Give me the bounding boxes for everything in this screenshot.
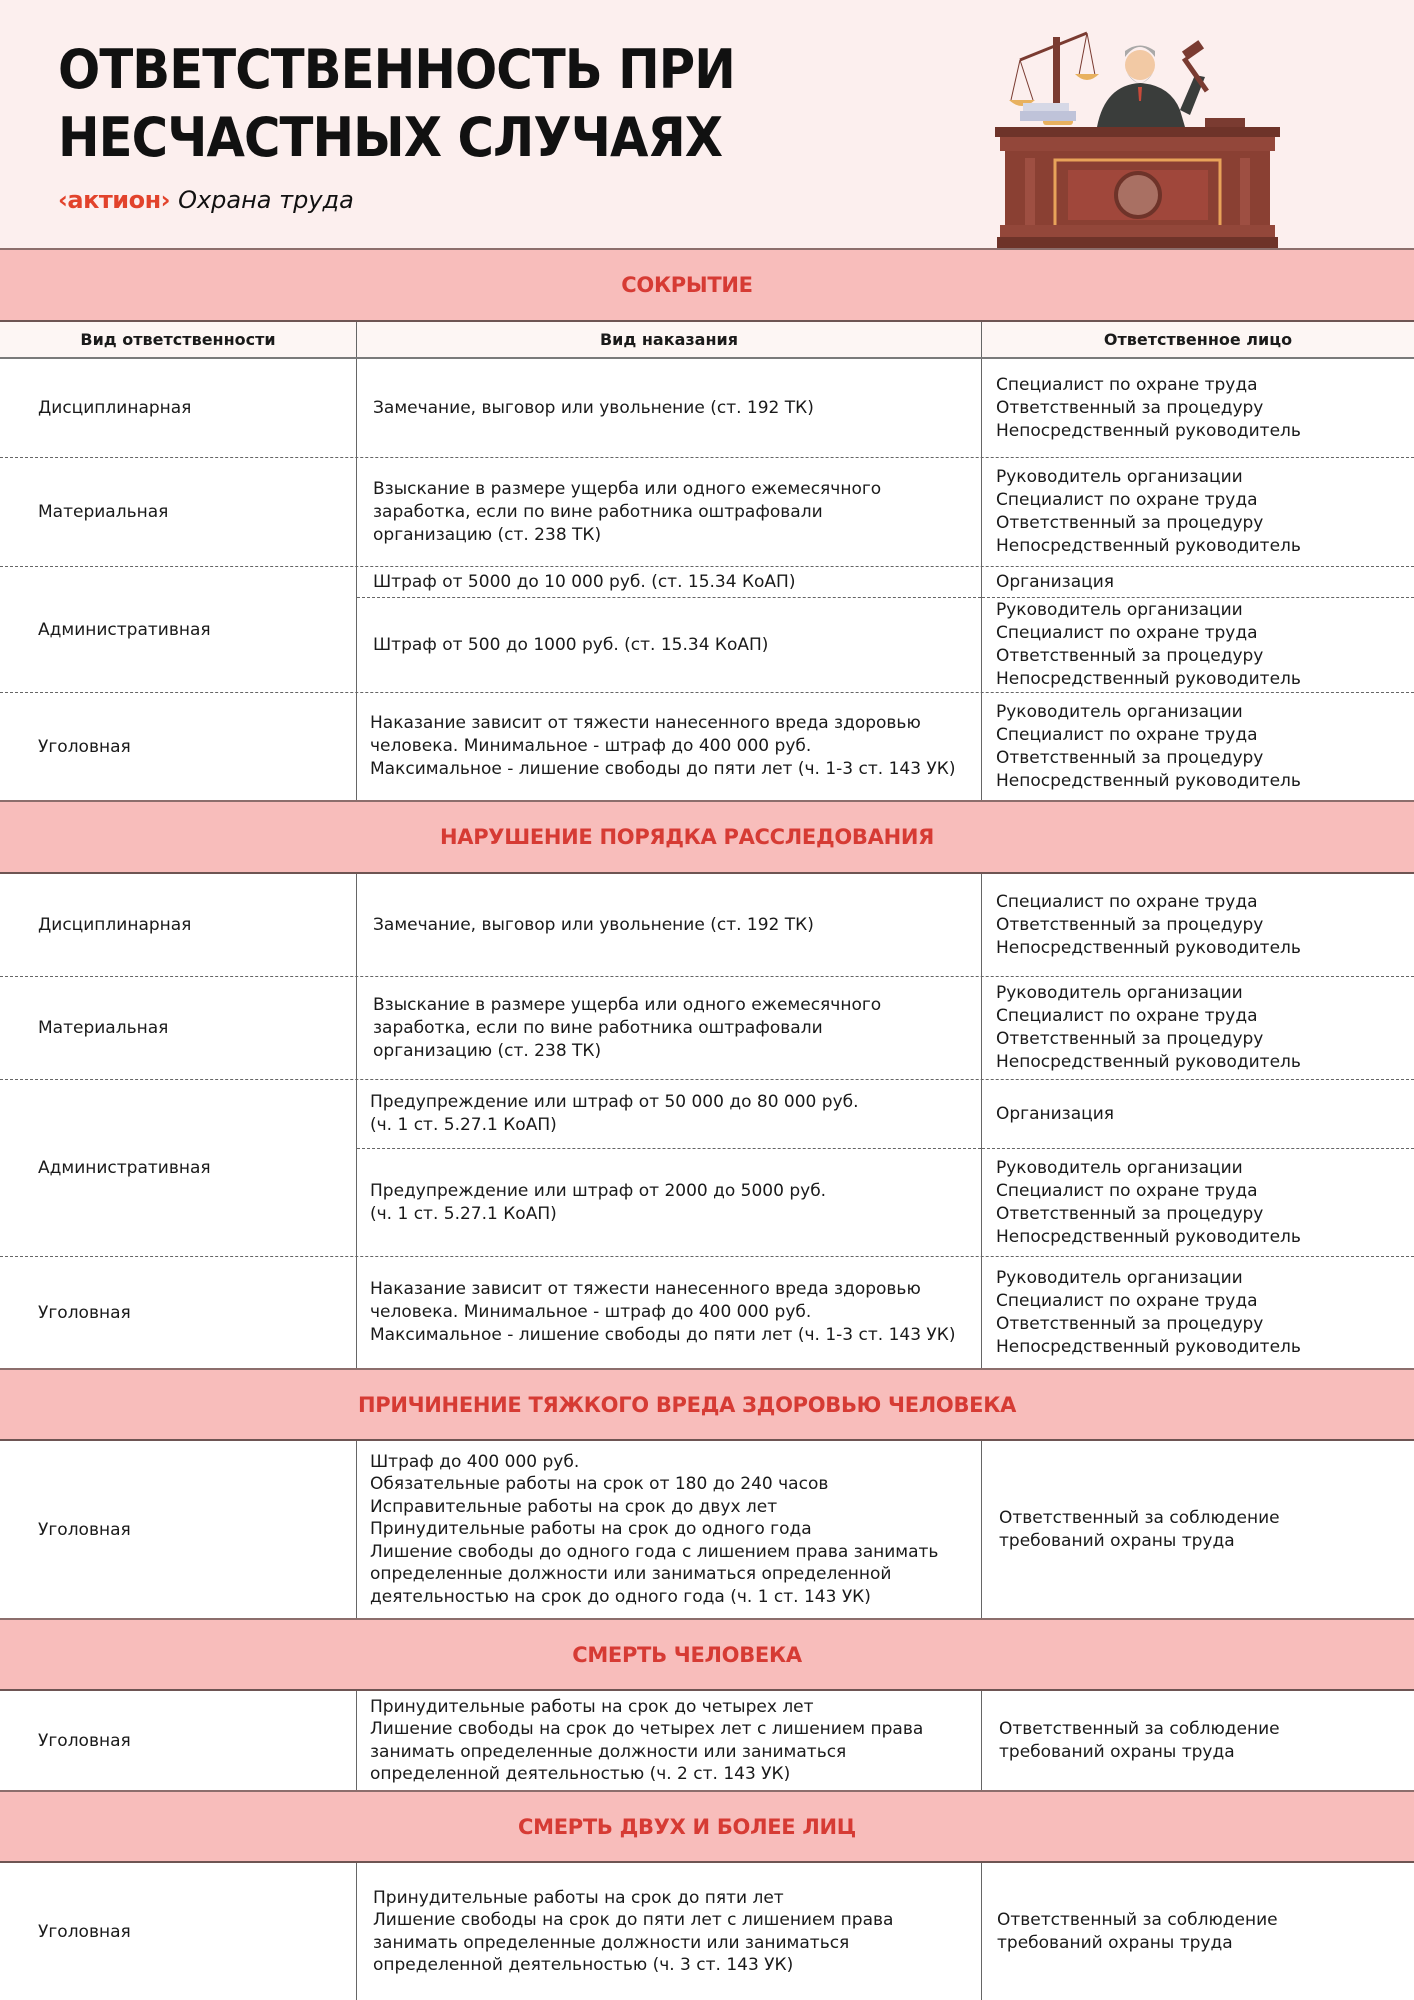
punishment-line: Взыскание в размере ущерба или одного ежемесячного [373,994,882,1015]
person: Ответственный за процедуру [996,1029,1264,1049]
responsible-persons [982,458,1414,566]
liability-type: Уголовная [0,1691,357,1790]
liability-type: Дисциплинарная [0,359,357,457]
section-band-serious-harm [0,1368,1414,1441]
person: Непосредственный руководитель [996,1336,1301,1357]
logo-brand: ‹актион› [58,186,171,214]
punishment [357,458,982,566]
person: Ответственный за процедуру [996,1203,1264,1224]
person: Ответственный за процедуру [996,747,1264,768]
title-line-2: НЕСЧАСТНЫХ СЛУЧАЯХ [58,106,723,169]
punishment-sub [357,1080,981,1149]
punishment-line: Принудительные работы на срок до четырех лет [370,1696,814,1717]
section-band-death-of-person [0,1618,1414,1691]
person: Непосредственный руководитель [996,1052,1301,1072]
page-header [0,0,1414,248]
section-title: СМЕРТЬ ДВУХ И БОЛЕЕ ЛИЦ [518,1814,856,1839]
table-row [0,1080,1414,1257]
person: Ответственный за процедуру [996,397,1264,418]
responsible-persons [982,1691,1414,1790]
logo-product: Охрана труда [178,186,354,214]
punishment-line: определенные должности или заниматься определенной [370,1564,892,1585]
punishment [357,693,982,800]
punishment [357,1863,982,2000]
person: Ответственный за соблюдение [999,1718,1280,1739]
column-header-row [0,322,1414,359]
punishment-line: организацию (ст. 238 ТК) [373,524,602,545]
table-row [0,359,1414,458]
table-row [0,458,1414,567]
punishment [357,1257,982,1368]
section-title: СМЕРТЬ ЧЕЛОВЕКА [572,1642,802,1667]
punishment-line: деятельностью на срок до одного года (ч. 1 ст. 143 УК) [370,1586,871,1607]
punishment-line: определенной деятельностью (ч. 3 ст. 143 УК) [373,1955,794,1975]
person: Ответственный за процедуру [996,646,1264,666]
punishment-line: человека. Минимальное - штраф до 400 000 руб. [370,1302,812,1322]
responsible-persons [982,1863,1414,2000]
person: Руководитель организации [996,600,1243,620]
person: Ответственный за процедуру [996,1313,1264,1334]
punishment-line: Наказание зависит от тяжести нанесенного вреда здоровью [370,1279,921,1299]
table-row [0,874,1414,977]
punishment-line: (ч. 1 ст. 5.27.1 КоАП) [370,1115,557,1135]
punishment-line: Замечание, выговор или увольнение (ст. 192 ТК) [373,914,814,935]
punishment-line: Наказание зависит от тяжести нанесенного вреда здоровью [370,713,921,733]
person-group [982,1149,1414,1256]
person: Руководитель организации [996,701,1243,722]
punishment-line: Максимальное - лишение свободы до пяти лет (ч. 1-3 ст. 143 УК) [370,759,956,779]
liability-type: Уголовная [0,693,357,800]
responsible-persons [982,567,1414,692]
person: Руководитель организации [996,1267,1243,1288]
liability-type: Дисциплинарная [0,874,357,976]
person: Непосредственный руководитель [996,669,1301,689]
person-group [982,1080,1414,1149]
punishment-line: Предупреждение или штраф от 50 000 до 80 000 руб. [370,1092,859,1112]
person: Ответственный за процедуру [996,914,1264,935]
punishment-sub [357,598,981,692]
section-band-investigation-violation [0,800,1414,874]
person: требований охраны труда [999,1530,1235,1551]
punishment-line: человека. Минимальное - штраф до 400 000 руб. [370,736,812,756]
person: требований охраны труда [999,1741,1235,1762]
table-row [0,1441,1414,1618]
liability-type: Административная [0,567,357,692]
table-row [0,1257,1414,1368]
punishment-line: Взыскание в размере ущерба или одного ежемесячного [373,478,882,499]
column-header-responsible: Ответственное лицо [1103,330,1293,349]
table-row [0,977,1414,1080]
responsible-persons [982,977,1414,1079]
punishment [357,359,982,457]
punishment-line: Принудительные работы на срок до одного года [370,1519,812,1540]
liability-type: Уголовная [0,1257,357,1368]
responsible-persons [982,1441,1414,1618]
punishment-line: Штраф от 5000 до 10 000 руб. (ст. 15.34 КоАП) [373,571,796,592]
person: Специалист по охране труда [996,374,1258,395]
punishment-line: заработка, если по вине работника оштрафовали [373,1017,823,1038]
table-row [0,693,1414,800]
page-title [58,36,735,172]
punishment [357,1691,982,1790]
punishment [357,977,982,1079]
person: Специалист по охране труда [996,1290,1258,1311]
table-row [0,567,1414,693]
column-header-punishment: Вид наказания [357,322,982,357]
punishment-line: определенной деятельностью (ч. 2 ст. 143 УК) [370,1764,791,1784]
person: Непосредственный руководитель [996,420,1301,441]
person: требований охраны труда [997,1932,1233,1953]
punishment [357,874,982,976]
table-row [0,1863,1414,2000]
punishment [357,1080,982,1256]
person-group [982,567,1414,598]
person: Специалист по охране труда [996,891,1258,912]
punishment-line: Замечание, выговор или увольнение (ст. 192 ТК) [373,397,814,418]
aktion-logo [58,186,354,214]
responsible-persons [982,1080,1414,1256]
liability-type: Материальная [0,977,357,1079]
person: Руководитель организации [996,467,1243,487]
punishment-line: Максимальное - лишение свободы до пяти лет (ч. 1-3 ст. 143 УК) [370,1325,956,1345]
punishment-sub [357,567,981,598]
responsible-persons [982,874,1414,976]
punishment-line: занимать определенные должности или заниматься [370,1741,847,1762]
liability-type: Административная [0,1080,357,1256]
punishment-line: заработка, если по вине работника оштрафовали [373,501,823,522]
judge-illustration-icon [995,15,1280,248]
section-band-death-of-two-or-more [0,1790,1414,1863]
person: Руководитель организации [996,983,1243,1003]
person: Ответственный за соблюдение [999,1507,1280,1528]
person: Ответственный за процедуру [996,513,1264,533]
person: Непосредственный руководитель [996,937,1301,958]
responsible-persons [982,1257,1414,1368]
section-title: НАРУШЕНИЕ ПОРЯДКА РАССЛЕДОВАНИЯ [439,825,934,849]
person: Организация [996,571,1114,592]
person: Непосредственный руководитель [996,536,1301,556]
punishment-line: Штраф до 400 000 руб. [370,1451,580,1472]
punishment-line: занимать определенные должности или заниматься [373,1932,850,1953]
person-group [982,598,1414,692]
punishment-sub [357,1149,981,1256]
person: Специалист по охране труда [996,623,1258,643]
punishment-line: организацию (ст. 238 ТК) [373,1040,602,1061]
person: Непосредственный руководитель [996,1226,1301,1247]
punishment-line: Штраф от 500 до 1000 руб. (ст. 15.34 КоАП) [373,634,769,655]
person: Специалист по охране труда [996,1180,1258,1201]
punishment-line: Исправительные работы на срок до двух лет [370,1496,778,1517]
punishment-line: Лишение свободы на срок до пяти лет с лишением права [373,1910,894,1930]
responsible-persons [982,693,1414,800]
person: Специалист по охране труда [996,490,1258,510]
section-band-concealment [0,248,1414,322]
person: Руководитель организации [996,1157,1243,1178]
section-title: СОКРЫТИЕ [621,273,753,297]
table-row [0,1691,1414,1790]
liability-type: Материальная [0,458,357,566]
responsible-persons [982,359,1414,457]
liability-type: Уголовная [0,1863,357,2000]
punishment [357,567,982,692]
section-title: ПРИЧИНЕНИЕ ТЯЖКОГО ВРЕДА ЗДОРОВЬЮ ЧЕЛОВЕКА [357,1392,1017,1417]
punishment-line: Принудительные работы на срок до пяти лет [373,1887,784,1908]
person: Организация [996,1103,1114,1124]
title-line-1: ОТВЕТСТВЕННОСТЬ ПРИ [58,38,735,101]
person: Ответственный за соблюдение [997,1909,1278,1930]
punishment-line: Предупреждение или штраф от 2000 до 5000 руб. [370,1180,827,1201]
punishment-line: Лишение свободы на срок до четырех лет с лишением права [370,1719,924,1739]
punishment-line: Обязательные работы на срок от 180 до 240 часов [370,1474,829,1495]
punishment-line: (ч. 1 ст. 5.27.1 КоАП) [370,1203,557,1224]
punishment-line: Лишение свободы до одного года с лишением права занимать [370,1541,939,1562]
column-header-liability-type: Вид ответственности [0,322,357,357]
punishment [357,1441,982,1618]
person: Специалист по охране труда [996,1006,1258,1026]
liability-type: Уголовная [0,1441,357,1618]
person: Специалист по охране труда [996,724,1258,745]
person: Непосредственный руководитель [996,770,1301,791]
